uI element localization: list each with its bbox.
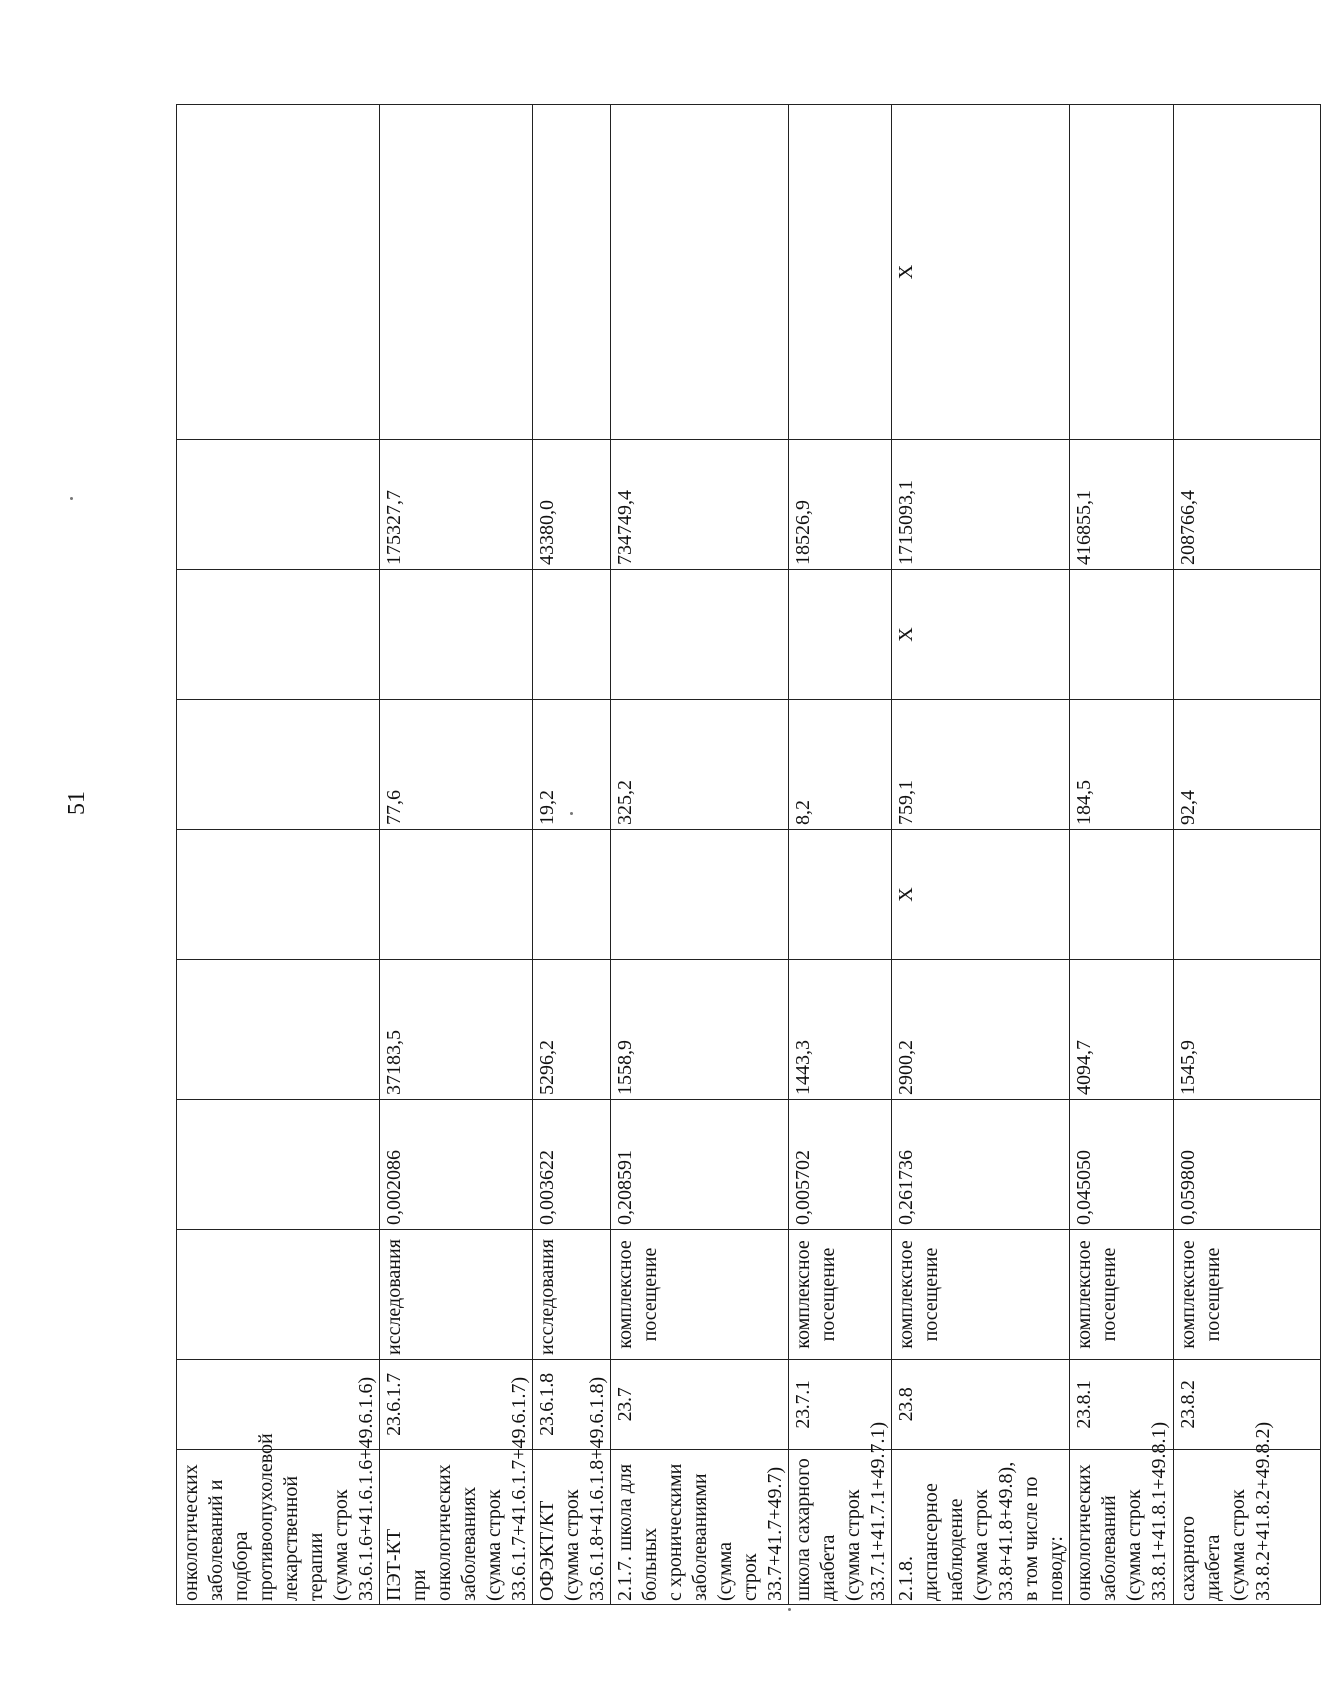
row-unit: комплексное посещение	[789, 1230, 892, 1360]
row-code: 23.8.1	[1070, 1360, 1174, 1450]
row-cost: 1558,9	[611, 960, 789, 1100]
row-unit: комплексное посещение	[1070, 1230, 1174, 1360]
row-col9: 18526,9	[789, 440, 892, 570]
scan-speck	[788, 1608, 791, 1611]
row-cost: 1545,9	[1174, 960, 1321, 1100]
row-col6	[1174, 830, 1321, 960]
row-name: 2.1.8. диспансерное наблюдение (сумма строк 33.8+41.8+49.8), в том числе по поводу:	[892, 1450, 1070, 1605]
row-col6	[1070, 830, 1174, 960]
row-unit	[177, 1230, 380, 1360]
row-cost: 4094,7	[1070, 960, 1174, 1100]
row-col8	[177, 570, 380, 700]
row-norm: 0,005702	[789, 1100, 892, 1230]
row-col9	[177, 440, 380, 570]
row-col7: 92,4	[1174, 700, 1321, 830]
row-cost	[177, 960, 380, 1100]
row-name: сахарного диабета (сумма строк 33.8.2+41.8.2+49.8.2)	[1174, 1450, 1321, 1605]
row-code	[177, 1360, 380, 1450]
row-name: ПЭТ-КТ при онкологических заболеваниях (сумма строк 33.6.1.7+41.6.1.7+49.6.1.7)	[380, 1450, 533, 1605]
row-col9: 175327,7	[380, 440, 533, 570]
row-col7: 184,5	[1070, 700, 1174, 830]
row-col9: 416855,1	[1070, 440, 1174, 570]
row-col6	[611, 830, 789, 960]
row-col10	[1070, 105, 1174, 440]
row-col9: 734749,4	[611, 440, 789, 570]
row-col7: 759,1	[892, 700, 1070, 830]
row-col7: 8,2	[789, 700, 892, 830]
row-norm: 0,261736	[892, 1100, 1070, 1230]
row-name: 2.1.7. школа для больных с хроническими заболеваниями (сумма строк 33.7+41.7+49.7)	[611, 1450, 789, 1605]
row-name: онкологических заболеваний и подбора противоопухолевой лекарственной терапии (сумма строк 33.6.1.6+41.6.1.6+49.6.1.6)	[177, 1450, 380, 1605]
row-col7: 325,2	[611, 700, 789, 830]
table-row	[892, 105, 1070, 1605]
row-col9: 1715093,1	[892, 440, 1070, 570]
table-row	[380, 105, 533, 1605]
row-col8	[1174, 570, 1321, 700]
row-cost: 2900,2	[892, 960, 1070, 1100]
row-col8	[611, 570, 789, 700]
table-row	[533, 105, 611, 1605]
row-col9: 208766,4	[1174, 440, 1321, 570]
table-row	[1174, 105, 1321, 1605]
row-col10	[1174, 105, 1321, 440]
row-col8: Х	[892, 570, 1070, 700]
table-row	[177, 105, 380, 1605]
row-unit: исследования	[533, 1230, 611, 1360]
row-code: 23.8	[892, 1360, 1070, 1450]
row-col10	[611, 105, 789, 440]
row-col6	[380, 830, 533, 960]
scan-speck	[570, 812, 573, 815]
row-col6	[533, 830, 611, 960]
row-code: 23.7.1	[789, 1360, 892, 1450]
row-cost: 5296,2	[533, 960, 611, 1100]
row-norm	[177, 1100, 380, 1230]
row-col6: Х	[892, 830, 1070, 960]
row-col10: Х	[892, 105, 1070, 440]
row-cost: 1443,3	[789, 960, 892, 1100]
row-name: онкологических заболеваний (сумма строк 33.8.1+41.8.1+49.8.1)	[1070, 1450, 1174, 1605]
data-table	[176, 104, 1321, 1605]
row-col10	[533, 105, 611, 440]
row-col10	[789, 105, 892, 440]
row-unit: исследования	[380, 1230, 533, 1360]
row-unit: комплексное посещение	[1174, 1230, 1321, 1360]
row-code: 23.8.2	[1174, 1360, 1321, 1450]
page-number: 51	[64, 791, 90, 815]
table-row	[1070, 105, 1174, 1605]
table-row	[611, 105, 789, 1605]
row-norm: 0,003622	[533, 1100, 611, 1230]
row-norm: 0,208591	[611, 1100, 789, 1230]
row-name: ОФЭКТ/КТ (сумма строк 33.6.1.8+41.6.1.8+49.6.1.8)	[533, 1450, 611, 1605]
row-norm: 0,002086	[380, 1100, 533, 1230]
row-name: школа сахарного диабета (сумма строк 33.7.1+41.7.1+49.7.1)	[789, 1450, 892, 1605]
row-col6	[177, 830, 380, 960]
rotated-table-container	[176, 105, 1274, 1605]
row-col8	[380, 570, 533, 700]
table-row	[789, 105, 892, 1605]
row-col8	[789, 570, 892, 700]
row-norm: 0,059800	[1174, 1100, 1321, 1230]
row-code: 23.7	[611, 1360, 789, 1450]
row-col10	[177, 105, 380, 440]
row-code: 23.6.1.8	[533, 1360, 611, 1450]
scan-speck	[70, 497, 73, 500]
row-unit: комплексное посещение	[611, 1230, 789, 1360]
row-col10	[380, 105, 533, 440]
row-col8	[533, 570, 611, 700]
row-col7	[177, 700, 380, 830]
row-col7: 19,2	[533, 700, 611, 830]
row-norm: 0,045050	[1070, 1100, 1174, 1230]
row-col7: 77,6	[380, 700, 533, 830]
row-unit: комплексное посещение	[892, 1230, 1070, 1360]
row-col8	[1070, 570, 1174, 700]
row-col6	[789, 830, 892, 960]
row-col9: 43380,0	[533, 440, 611, 570]
row-cost: 37183,5	[380, 960, 533, 1100]
row-code: 23.6.1.7	[380, 1360, 533, 1450]
